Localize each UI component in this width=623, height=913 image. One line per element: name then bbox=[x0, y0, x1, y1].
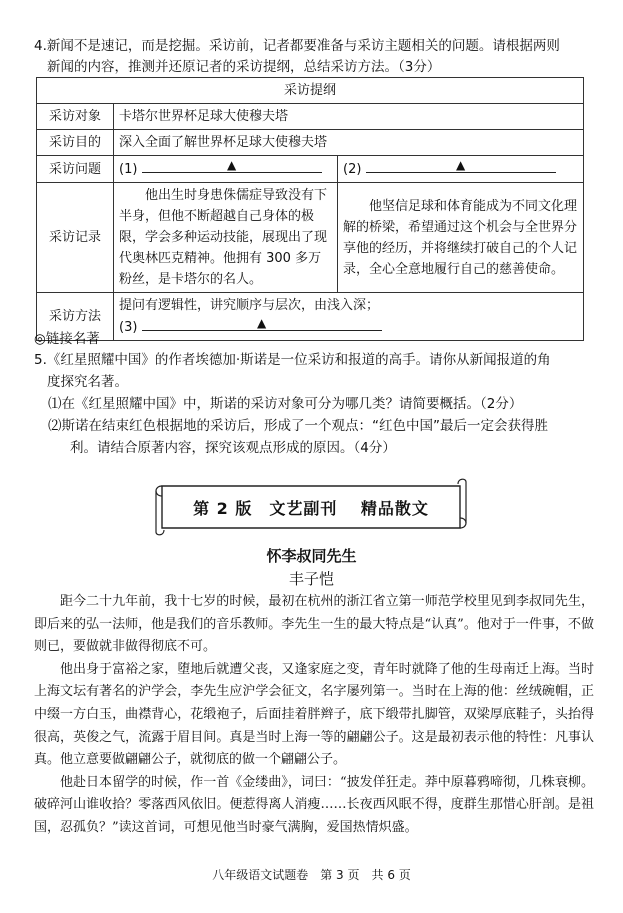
interview-question-label: 采访问题 bbox=[37, 156, 114, 183]
question-1-blank[interactable] bbox=[142, 158, 322, 173]
question-5-sub2-line2: 利。请结合原著内容，探究该观点形成的原因。（4分） bbox=[70, 440, 396, 456]
question-1-number: (1) bbox=[119, 162, 138, 177]
essay-author: 丰子恺 bbox=[288, 570, 334, 588]
interview-method-label: 采访方法 bbox=[37, 293, 114, 341]
question-1-cell bbox=[114, 156, 338, 183]
question-4-line1: 4.新闻不是速记，而是挖掘。采访前，记者都要准备与采访主题相关的问题。请根据两则 bbox=[34, 38, 560, 54]
section-banner bbox=[152, 478, 470, 536]
interview-method-cell bbox=[114, 293, 584, 341]
blank-marker: ▲ bbox=[256, 316, 267, 330]
question-5 bbox=[34, 349, 594, 459]
question-3-blank[interactable] bbox=[142, 316, 382, 331]
interview-record-1: 他出生时身患侏儒症导致没有下半身，但他不断超越自己身体的极限，学会多种运动技能，展现出了现代奥林匹克精神。他拥有 300 多万粉丝，是卡塔尔的名人。 bbox=[114, 183, 338, 293]
blank-marker: ▲ bbox=[226, 158, 237, 172]
question-2-number: (2) bbox=[343, 162, 362, 177]
interview-object-value: 卡塔尔世界杯足球大使穆夫塔 bbox=[114, 104, 584, 130]
page-footer: 八年级语文试题卷 第 3 页 共 6 页 bbox=[212, 868, 411, 882]
interview-record-label: 采访记录 bbox=[37, 183, 114, 293]
essay-body bbox=[34, 591, 594, 840]
question-3-number: (3) bbox=[119, 320, 138, 335]
table-header: 采访提纲 bbox=[37, 78, 584, 104]
question-5-line1: 5.《红星照耀中国》的作者埃德加·斯诺是一位采访和报道的高手。请你从新闻报道的角 bbox=[34, 352, 551, 368]
question-5-sub1: ⑴在《红星照耀中国》中，斯诺的采访对象可分为哪几类？请简要概括。（2分） bbox=[48, 396, 523, 412]
essay-title: 怀李叔同先生 bbox=[266, 547, 357, 565]
question-5-line2: 度探究名著。 bbox=[47, 374, 128, 390]
question-4-line2: 新闻的内容，推测并还原记者的采访提纲，总结采访方法。（3分） bbox=[47, 59, 441, 75]
question-5-sub2-line1: ⑵斯诺在结束红色根据地的采访后，形成了一个观点：“红色中国”最后一定会获得胜 bbox=[48, 418, 548, 434]
linked-classic-heading: ◎链接名著 bbox=[34, 331, 100, 347]
interview-method-value: 提问有逻辑性，讲究顺序与层次，由浅入深； bbox=[119, 298, 380, 313]
banner-title: 第 2 版 文艺副刊 精品散文 bbox=[193, 499, 429, 518]
interview-object-label: 采访对象 bbox=[37, 104, 114, 130]
question-4 bbox=[34, 36, 594, 78]
question-2-cell bbox=[338, 156, 584, 183]
essay-paragraph-2: 他出身于富裕之家，堕地后就遭父丧，又逢家庭之变，青年时就降了他的生母南迁上海。当时上海文坛有著名的沪学会，李先生应沪学会征文，名字屡列第一。当时在上海的他：丝绒碗帽，正中缀一方白玉，曲襟背心，花缎袍子，后面挂着胖辫子，底下缎带扎脚管，双梁厚底鞋子，头抬得很高，英俊之气，流露于眉目间。真是当时上海一等的翩翩公子。这是最初表示他的特性：凡事认真。他立意要做翩翩公子，就彻底的做一个翩翩公子。 bbox=[34, 661, 594, 768]
interview-purpose-value: 深入全面了解世界杯足球大使穆夫塔 bbox=[114, 130, 584, 156]
blank-marker: ▲ bbox=[455, 158, 466, 172]
interview-record-2: 他坚信足球和体育能成为不同文化理解的桥梁，希望通过这个机会与全世界分享他的经历，并将继续打破自己的个人记录，全心全意地履行自己的慈善使命。 bbox=[338, 183, 584, 293]
essay-paragraph-3: 他赴日本留学的时候，作一首《金缕曲》，词曰：“披发佯狂走。莽中原暮鸦啼彻，几株衰柳。破碎河山谁收拾？零落西风依旧。便惹得离人消瘦……长夜西风眠不得，度群生那惜心肝剖。是祖国，忍孤负？”读这首词，可想见他当时豪气满胸，爱国热情炽盛。 bbox=[34, 774, 594, 835]
interview-outline-table bbox=[36, 77, 584, 341]
essay-paragraph-1: 距今二十九年前，我十七岁的时候，最初在杭州的浙江省立第一师范学校里见到李叔同先生，即后来的弘一法师，他是我们的音乐教师。李先生一生的最大特点是“认真”。他对于一件事，不做则已，要做就非做得彻底不可。 bbox=[34, 594, 594, 655]
question-2-blank[interactable] bbox=[366, 158, 556, 173]
interview-purpose-label: 采访目的 bbox=[37, 130, 114, 156]
